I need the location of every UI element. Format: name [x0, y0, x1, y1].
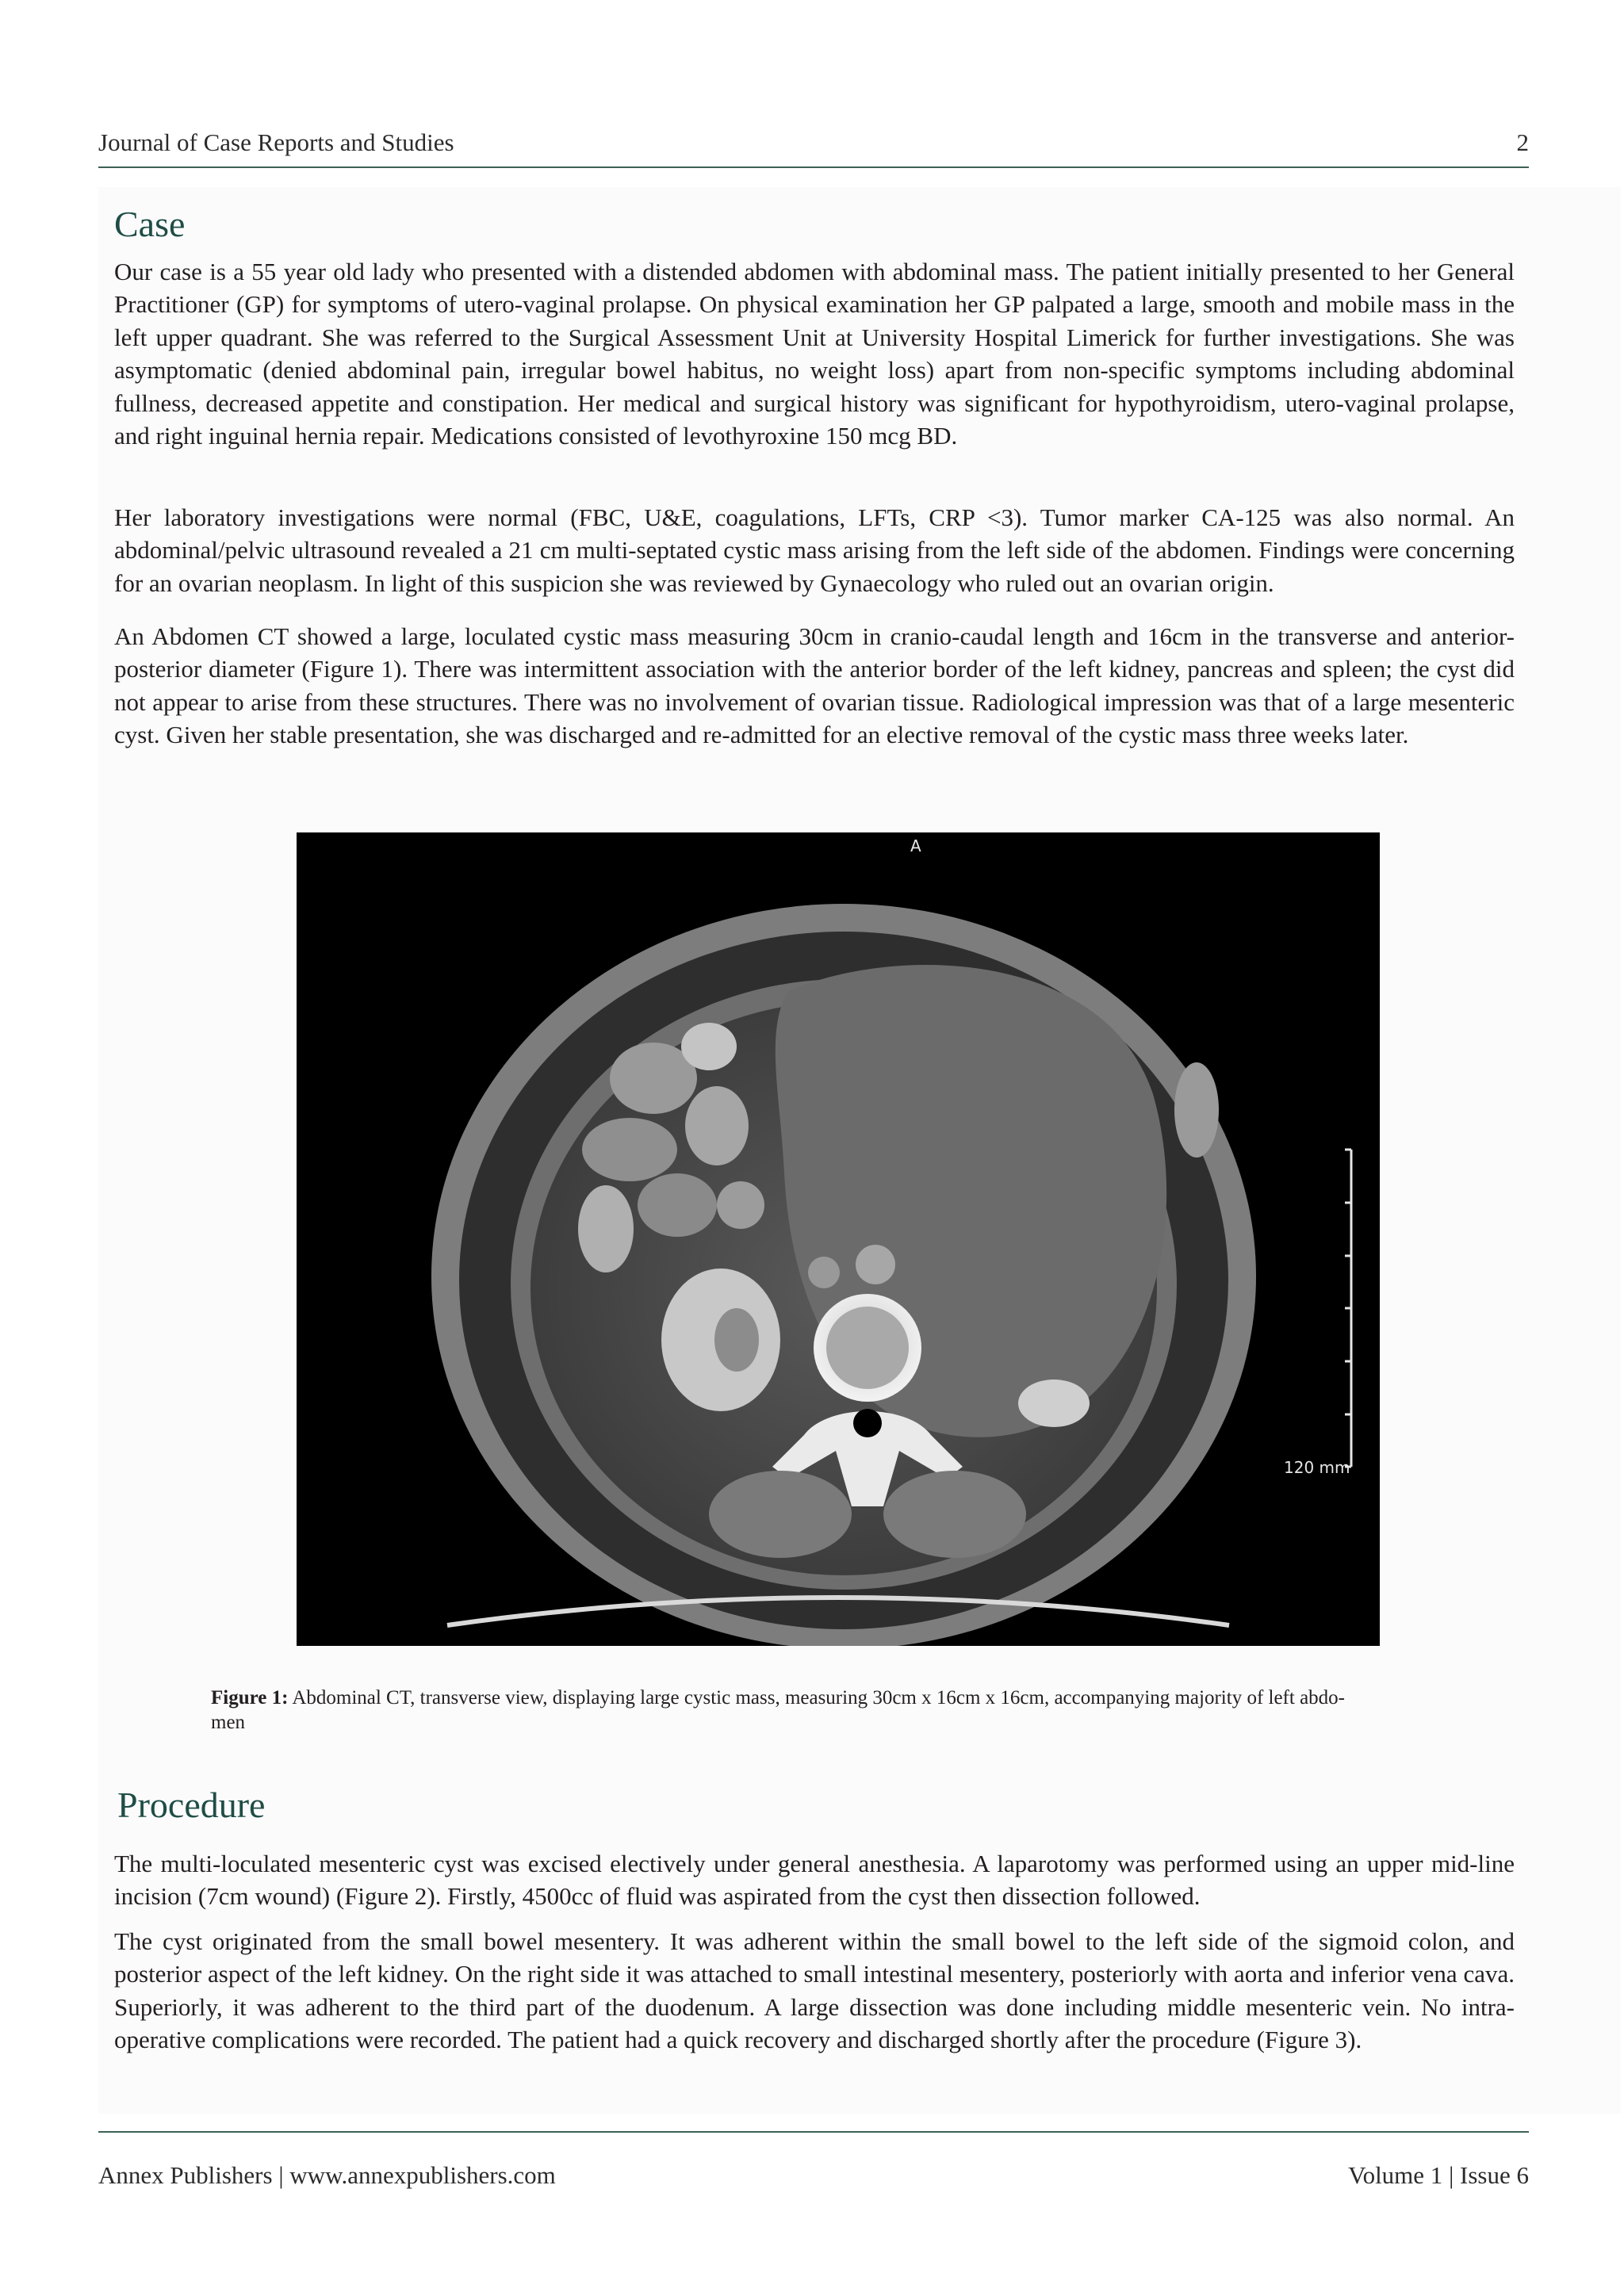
- ct-scan-image: [297, 832, 1380, 1646]
- page-number: 2: [1516, 128, 1529, 156]
- ivc: [808, 1257, 840, 1288]
- paraspinal-muscle-right: [883, 1471, 1026, 1558]
- case-paragraph-3: An Abdomen CT showed a large, loculated cystic mass measuring 30cm in cranio-caudal length and 16cm in the transverse and anterior-posterior diameter (Figure 1). There was intermittent association with the anterior border of the left kidney, pancreas and spleen; the cyst did not appear to arise from these structures. There was no involvement of ovarian tissue. Radiological impression was that of a large mesenteric cyst. Given her stable presentation, she was discharged and re-admitted for an elective removal of the cystic mass three weeks later.: [114, 622, 1515, 749]
- volume-label: Volume 1: [1348, 2161, 1443, 2189]
- caption-label: Figure 1:: [211, 1687, 289, 1709]
- publisher-name: Annex Publishers: [98, 2161, 273, 2189]
- running-footer: [98, 2161, 1529, 2201]
- ct-scan-drawing: [297, 832, 1380, 1646]
- footer-issue: [1348, 2161, 1529, 2190]
- orientation-marker: A: [910, 836, 921, 855]
- caption-text: Abdominal CT, transverse view, displaying large cystic mass, measuring 30cm x 16cm x 16cm, accompanying majority of left abdo-: [292, 1687, 1345, 1709]
- enhancing-structure: [1018, 1380, 1090, 1427]
- procedure-paragraph-2: The cyst originated from the small bowel mesentery. It was adherent within the small bowel to the left side of the sigmoid colon, and posterior aspect of the left kidney. On the right side it was attached to small intestinal mesentery, posteriorly with aorta and inferior vena cava. Superiorly, it was adherent to the third part of the duodenum. A large dissection was done including middle mesenteric vein. No intra-operative complications were recorded. The patient had a quick recovery and discharged shortly after the procedure (Figure 3).: [114, 1927, 1515, 2054]
- aorta: [856, 1245, 895, 1284]
- case-paragraph-1: Our case is a 55 year old lady who presented with a distended abdomen with abdominal mass. The patient initially presented to her General Practitioner (GP) for symptoms of utero-vaginal prolapse. On physical examination her GP palpated a large, smooth and mobile mass in the left upper quadrant. She was referred to the Surgical Assessment Unit at University Hospital Limerick for further investigations. She was asymptomatic (denied abdominal pain, irregular bowel habitus, no weight loss) apart from non-specific symptoms including abdominal fullness, decreased appetite and constipation. Her medical and surgical history was significant for hypothyroidism, utero-vaginal prolapse, and right inguinal hernia repair. Medications consisted of levothyroxine 150 mcg BD.: [114, 258, 1515, 450]
- caption-text-continued: men: [211, 1712, 246, 1733]
- journal-title: Journal of Case Reports and Studies: [98, 128, 454, 156]
- header-rule: [98, 166, 1529, 168]
- footer-separator-left: |: [278, 2161, 284, 2189]
- footer-separator-right: |: [1449, 2161, 1454, 2189]
- case-paragraph-2: Her laboratory investigations were normal (FBC, U&E, coagulations, LFTs, CRP <3). Tumor marker CA-125 was also normal. An abdominal/pelvic ultrasound revealed a 21 cm multi-septated cystic mass arising from the left side of the abdomen. Findings were concerning for an ovarian neoplasm. In light of this suspicion she was reviewed by Gynaecology who ruled out an ovarian origin.: [114, 503, 1515, 597]
- procedure-heading: Procedure: [117, 1785, 266, 1825]
- footer-publisher: [98, 2161, 556, 2190]
- paraspinal-muscle-left: [709, 1471, 852, 1558]
- scale-label: 120 mm: [1284, 1458, 1350, 1477]
- running-header: [98, 128, 1529, 168]
- publisher-website[interactable]: www.annexpublishers.com: [289, 2161, 556, 2189]
- procedure-paragraph-1: The multi-loculated mesenteric cyst was excised electively under general anesthesia. A laparotomy was performed using an upper mid-line incision (7cm wound) (Figure 2). Firstly, 4500cc of fluid was aspirated from the cyst then dissection followed.: [114, 1850, 1515, 1911]
- figure-caption: [211, 1686, 1437, 1735]
- issue-label: Issue 6: [1460, 2161, 1529, 2189]
- footer-rule: [98, 2131, 1529, 2133]
- case-heading: Case: [114, 204, 186, 244]
